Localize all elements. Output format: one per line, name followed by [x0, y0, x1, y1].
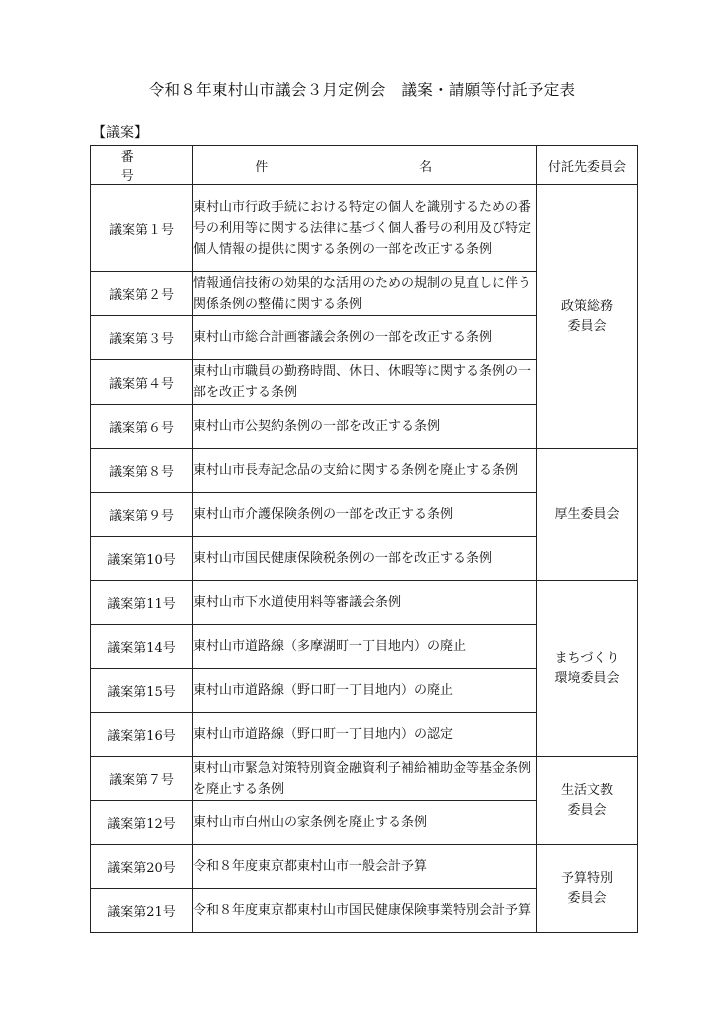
committee-cell	[537, 185, 638, 449]
committee-name-line: まちづくり	[554, 650, 620, 666]
bill-number: 議案第16号	[91, 713, 193, 757]
bill-number: 議案第20号	[91, 845, 193, 889]
committee-name-line: 委員会	[567, 318, 607, 334]
table-row	[91, 845, 638, 889]
bill-title: 東村山市行政手続における特定の個人を識別するための番号の利用等に関する法律に基づく個人番号の利用及び特定個人情報の提供に関する条例の一部を改正する条例	[193, 185, 537, 272]
bill-title: 令和８年度東京都東村山市一般会計予算	[193, 845, 537, 889]
committee-name-line: 生活文教	[560, 782, 613, 798]
bill-title: 東村山市白州山の家条例を廃止する条例	[193, 801, 537, 845]
header-row	[91, 146, 638, 185]
committee-cell	[537, 581, 638, 757]
bill-title: 情報通信技術の効果的な活用のための規制の見直しに伴う関係条例の整備に関する条例	[193, 272, 537, 316]
committee-cell	[537, 449, 638, 581]
bill-number: 議案第９号	[91, 493, 193, 537]
bill-title: 東村山市道路線（野口町一丁目地内）の認定	[193, 713, 537, 757]
committee-name-line: 予算特別	[560, 870, 613, 886]
bill-number: 議案第15号	[91, 669, 193, 713]
bill-number: 議案第２号	[91, 272, 193, 316]
bill-title: 東村山市総合計画審議会条例の一部を改正する条例	[193, 316, 537, 360]
bill-number: 議案第４号	[91, 360, 193, 405]
bill-title: 東村山市道路線（多摩湖町一丁目地内）の廃止	[193, 625, 537, 669]
table-row	[91, 449, 638, 493]
column-header-committee: 付託先委員会	[537, 146, 638, 185]
bill-number: 議案第６号	[91, 405, 193, 449]
bill-number: 議案第３号	[91, 316, 193, 360]
committee-name-line: 政策総務	[560, 298, 613, 314]
bill-title: 東村山市職員の勤務時間、休日、休暇等に関する条例の一部を改正する条例	[193, 360, 537, 405]
table-row	[91, 185, 638, 272]
committee-name-line: 委員会	[567, 890, 607, 906]
column-header-name: 件 名	[193, 146, 537, 185]
bill-title: 東村山市長寿記念品の支給に関する条例を廃止する条例	[193, 449, 537, 493]
bill-number: 議案第１号	[91, 185, 193, 272]
bill-number: 議案第10号	[91, 537, 193, 581]
bill-title: 東村山市下水道使用料等審議会条例	[193, 581, 537, 625]
bill-number: 議案第14号	[91, 625, 193, 669]
bill-title: 東村山市介護保険条例の一部を改正する条例	[193, 493, 537, 537]
section-label: 【議案】	[92, 125, 148, 141]
bill-referral-table	[90, 145, 638, 933]
bill-number: 議案第８号	[91, 449, 193, 493]
bill-number: 議案第11号	[91, 581, 193, 625]
bill-title: 東村山市公契約条例の一部を改正する条例	[193, 405, 537, 449]
bill-number: 議案第７号	[91, 757, 193, 801]
bill-title: 東村山市道路線（野口町一丁目地内）の廃止	[193, 669, 537, 713]
committee-cell	[537, 757, 638, 845]
bill-number: 議案第21号	[91, 889, 193, 933]
table-row	[91, 757, 638, 801]
bill-number: 議案第12号	[91, 801, 193, 845]
column-header-number: 番 号	[91, 146, 193, 185]
committee-name-line: 厚生委員会	[554, 506, 620, 522]
table-row	[91, 581, 638, 625]
document-title: 令和８年東村山市議会３月定例会 議案・請願等付託予定表	[148, 81, 576, 99]
bill-title: 東村山市緊急対策特別資金融資利子補給補助金等基金条例を廃止する条例	[193, 757, 537, 801]
committee-cell	[537, 845, 638, 933]
committee-name-line: 委員会	[567, 802, 607, 818]
bill-title: 令和８年度東京都東村山市国民健康保険事業特別会計予算	[193, 889, 537, 933]
bill-title: 東村山市国民健康保険税条例の一部を改正する条例	[193, 537, 537, 581]
committee-name-line: 環境委員会	[554, 670, 620, 686]
